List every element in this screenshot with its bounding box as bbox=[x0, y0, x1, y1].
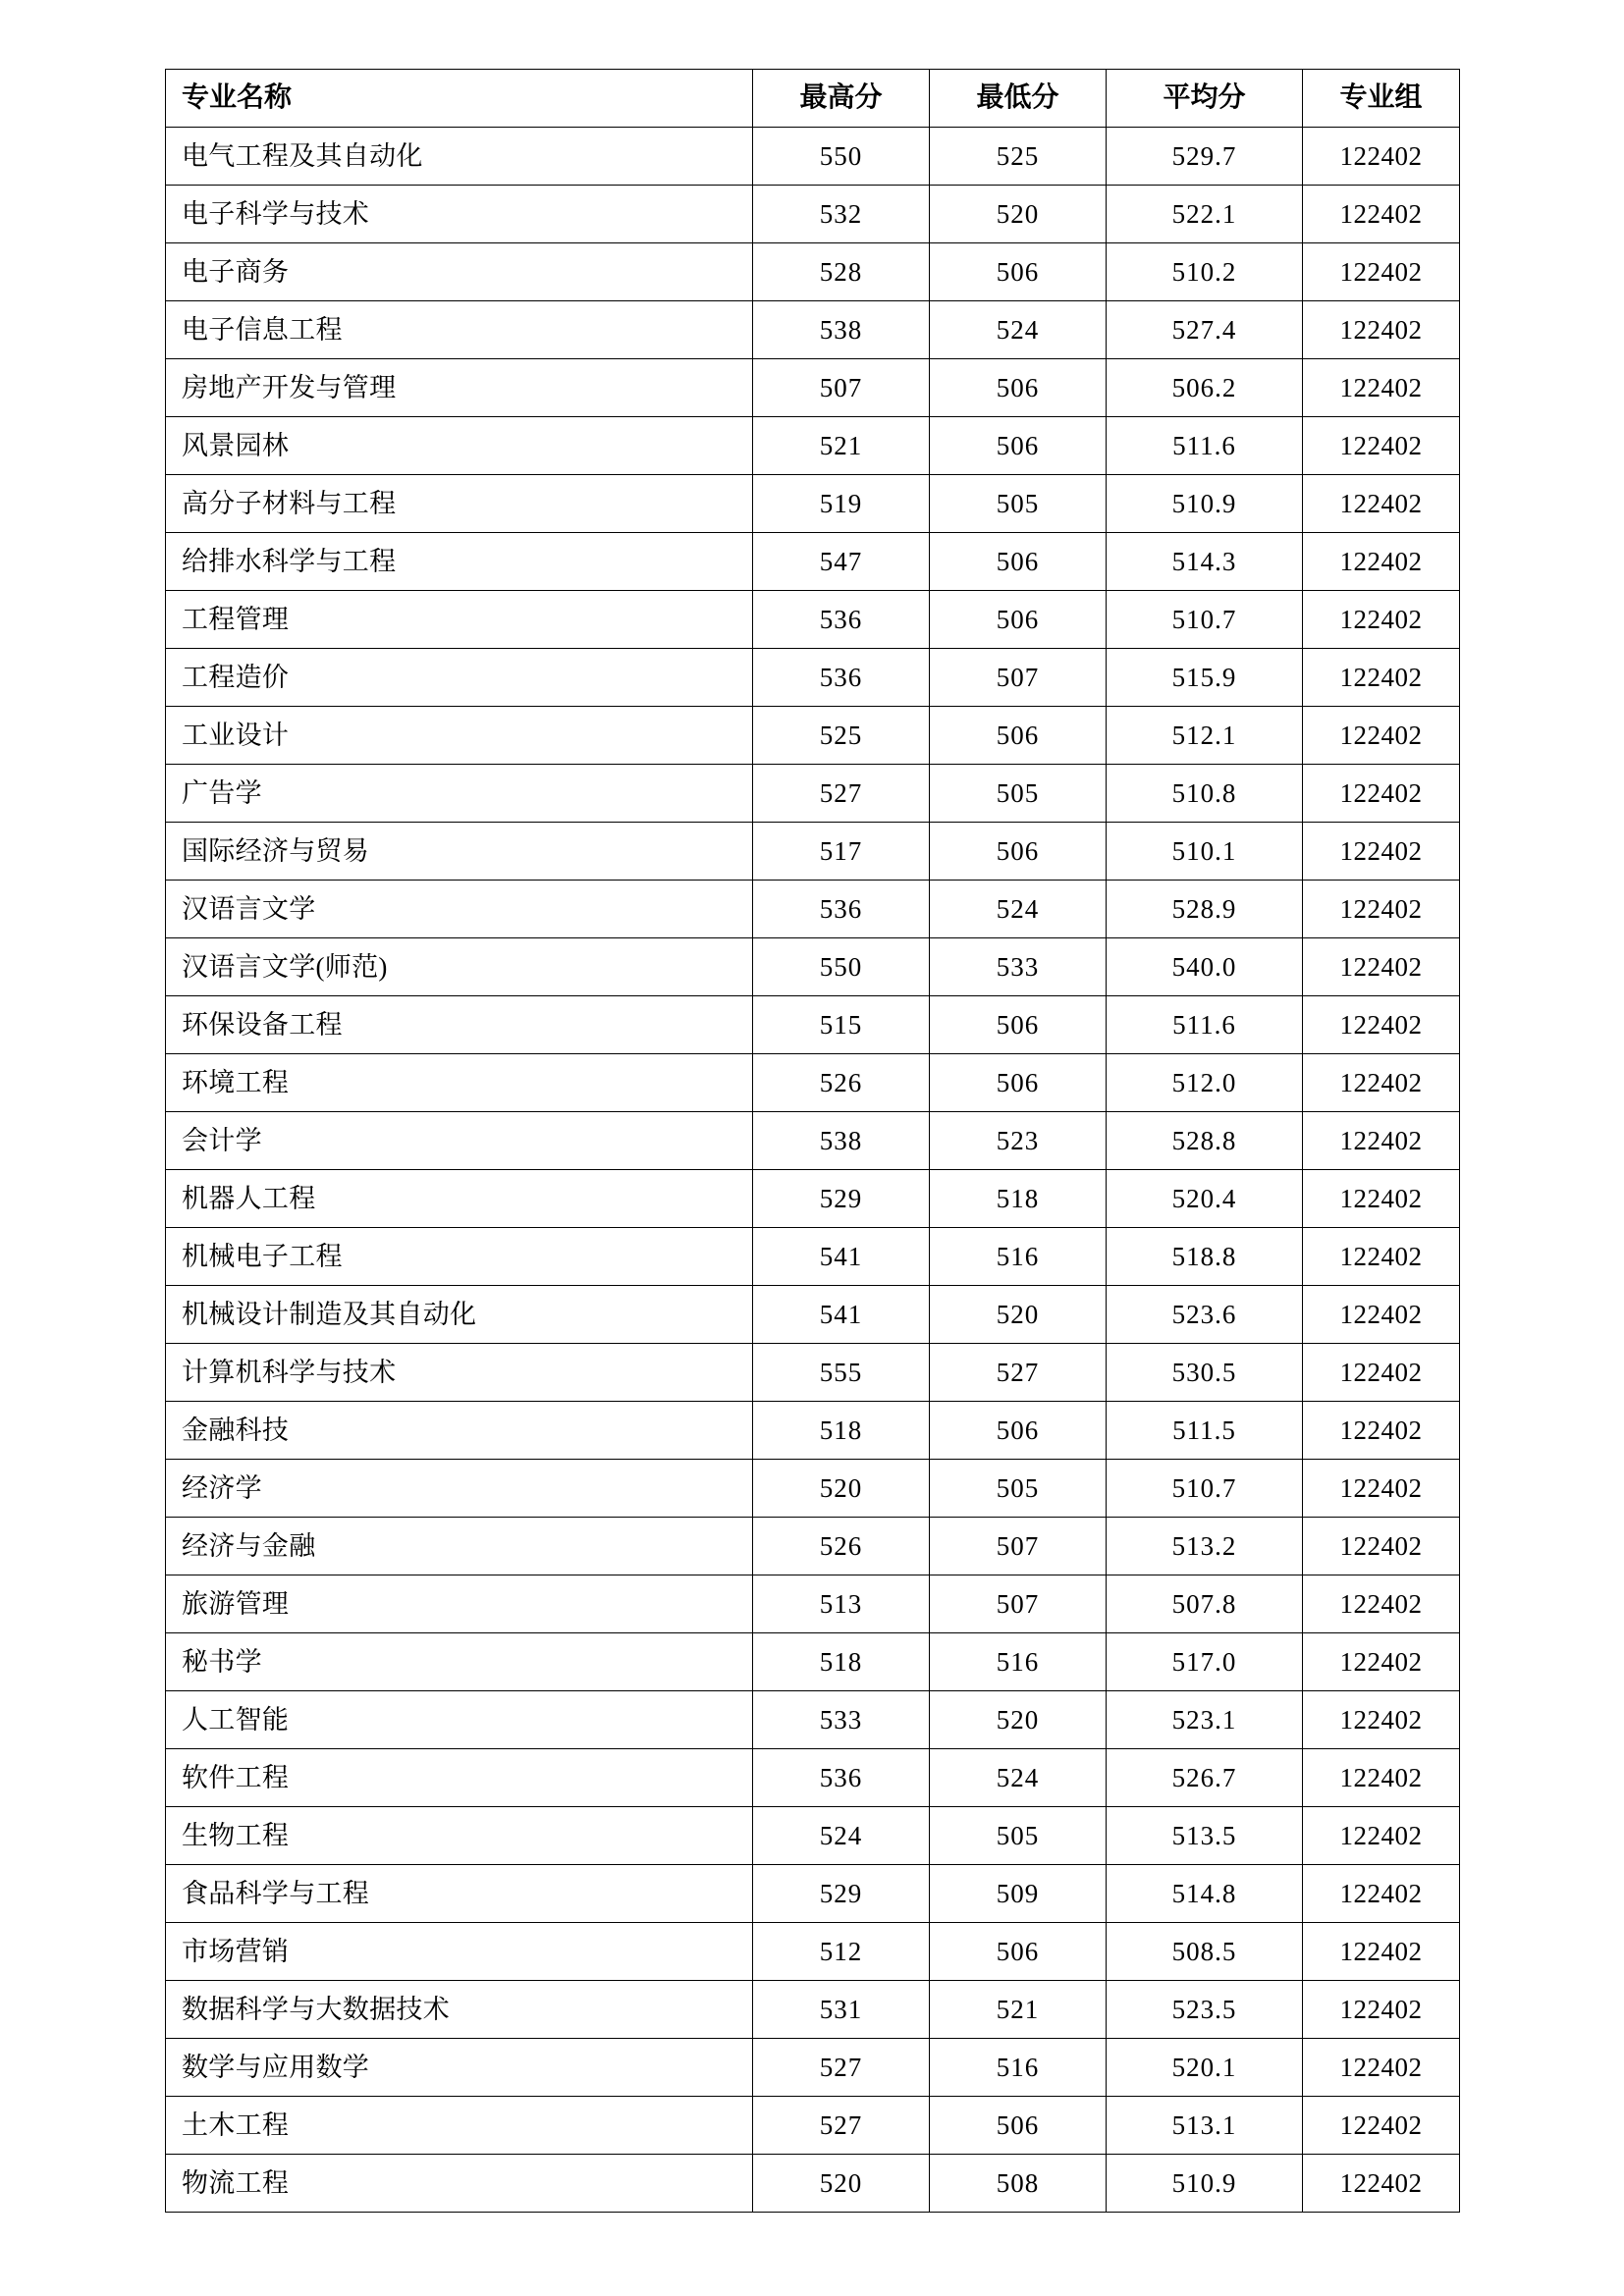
cell-avg-score: 510.8 bbox=[1107, 765, 1303, 823]
cell-max-score: 528 bbox=[753, 243, 930, 301]
cell-min-score: 520 bbox=[930, 1691, 1107, 1749]
cell-avg-score: 515.9 bbox=[1107, 649, 1303, 707]
cell-major: 机械电子工程 bbox=[166, 1228, 753, 1286]
cell-major: 汉语言文学 bbox=[166, 881, 753, 938]
table-row bbox=[166, 186, 1460, 243]
cell-major-group: 122402 bbox=[1303, 1112, 1460, 1170]
cell-major-group: 122402 bbox=[1303, 1054, 1460, 1112]
cell-min-score: 520 bbox=[930, 186, 1107, 243]
cell-major: 汉语言文学(师范) bbox=[166, 938, 753, 996]
cell-avg-score: 510.9 bbox=[1107, 475, 1303, 533]
cell-min-score: 523 bbox=[930, 1112, 1107, 1170]
cell-major-group: 122402 bbox=[1303, 1749, 1460, 1807]
table-row bbox=[166, 1170, 1460, 1228]
table-row bbox=[166, 301, 1460, 359]
cell-major: 计算机科学与技术 bbox=[166, 1344, 753, 1402]
cell-avg-score: 523.6 bbox=[1107, 1286, 1303, 1344]
cell-avg-score: 523.1 bbox=[1107, 1691, 1303, 1749]
cell-max-score: 513 bbox=[753, 1575, 930, 1633]
cell-major: 食品科学与工程 bbox=[166, 1865, 753, 1923]
cell-avg-score: 522.1 bbox=[1107, 186, 1303, 243]
table-row bbox=[166, 359, 1460, 417]
cell-min-score: 506 bbox=[930, 417, 1107, 475]
cell-min-score: 506 bbox=[930, 707, 1107, 765]
table-row bbox=[166, 417, 1460, 475]
cell-max-score: 541 bbox=[753, 1228, 930, 1286]
admission-score-table bbox=[165, 69, 1460, 2213]
cell-major: 土木工程 bbox=[166, 2097, 753, 2155]
cell-avg-score: 523.5 bbox=[1107, 1981, 1303, 2039]
cell-avg-score: 511.6 bbox=[1107, 417, 1303, 475]
cell-major: 经济与金融 bbox=[166, 1518, 753, 1575]
cell-major-group: 122402 bbox=[1303, 128, 1460, 186]
cell-max-score: 512 bbox=[753, 1923, 930, 1981]
cell-major-group: 122402 bbox=[1303, 649, 1460, 707]
cell-major: 给排水科学与工程 bbox=[166, 533, 753, 591]
cell-major-group: 122402 bbox=[1303, 996, 1460, 1054]
cell-min-score: 506 bbox=[930, 591, 1107, 649]
cell-max-score: 532 bbox=[753, 186, 930, 243]
cell-major: 市场营销 bbox=[166, 1923, 753, 1981]
cell-max-score: 518 bbox=[753, 1402, 930, 1460]
table-row bbox=[166, 1691, 1460, 1749]
cell-avg-score: 520.4 bbox=[1107, 1170, 1303, 1228]
cell-major-group: 122402 bbox=[1303, 881, 1460, 938]
cell-min-score: 509 bbox=[930, 1865, 1107, 1923]
cell-major: 国际经济与贸易 bbox=[166, 823, 753, 881]
cell-min-score: 524 bbox=[930, 881, 1107, 938]
table-row bbox=[166, 765, 1460, 823]
table-row bbox=[166, 128, 1460, 186]
cell-avg-score: 510.1 bbox=[1107, 823, 1303, 881]
cell-min-score: 506 bbox=[930, 823, 1107, 881]
cell-avg-score: 510.7 bbox=[1107, 1460, 1303, 1518]
cell-max-score: 529 bbox=[753, 1865, 930, 1923]
cell-major-group: 122402 bbox=[1303, 1518, 1460, 1575]
cell-min-score: 506 bbox=[930, 243, 1107, 301]
cell-major-group: 122402 bbox=[1303, 2039, 1460, 2097]
cell-major: 环境工程 bbox=[166, 1054, 753, 1112]
cell-min-score: 516 bbox=[930, 2039, 1107, 2097]
cell-avg-score: 512.1 bbox=[1107, 707, 1303, 765]
cell-min-score: 506 bbox=[930, 996, 1107, 1054]
table-header-row bbox=[166, 70, 1460, 128]
table-body bbox=[166, 128, 1460, 2213]
cell-major-group: 122402 bbox=[1303, 1807, 1460, 1865]
cell-avg-score: 510.7 bbox=[1107, 591, 1303, 649]
cell-major-group: 122402 bbox=[1303, 359, 1460, 417]
cell-max-score: 517 bbox=[753, 823, 930, 881]
cell-avg-score: 508.5 bbox=[1107, 1923, 1303, 1981]
cell-major: 电子信息工程 bbox=[166, 301, 753, 359]
table-row bbox=[166, 1749, 1460, 1807]
cell-min-score: 506 bbox=[930, 359, 1107, 417]
cell-avg-score: 511.6 bbox=[1107, 996, 1303, 1054]
table-row bbox=[166, 649, 1460, 707]
table-header bbox=[166, 70, 1460, 128]
cell-min-score: 520 bbox=[930, 1286, 1107, 1344]
table-row bbox=[166, 938, 1460, 996]
column-header-major: 专业名称 bbox=[166, 70, 753, 128]
cell-major-group: 122402 bbox=[1303, 823, 1460, 881]
cell-avg-score: 526.7 bbox=[1107, 1749, 1303, 1807]
cell-major-group: 122402 bbox=[1303, 417, 1460, 475]
cell-major-group: 122402 bbox=[1303, 475, 1460, 533]
cell-major: 金融科技 bbox=[166, 1402, 753, 1460]
cell-major-group: 122402 bbox=[1303, 301, 1460, 359]
cell-major-group: 122402 bbox=[1303, 1575, 1460, 1633]
cell-min-score: 524 bbox=[930, 301, 1107, 359]
cell-min-score: 505 bbox=[930, 1460, 1107, 1518]
cell-max-score: 520 bbox=[753, 2155, 930, 2213]
cell-major: 人工智能 bbox=[166, 1691, 753, 1749]
cell-major-group: 122402 bbox=[1303, 2097, 1460, 2155]
table-row bbox=[166, 1807, 1460, 1865]
cell-major: 电子科学与技术 bbox=[166, 186, 753, 243]
column-header-min-score: 最低分 bbox=[930, 70, 1107, 128]
cell-major: 经济学 bbox=[166, 1460, 753, 1518]
cell-major-group: 122402 bbox=[1303, 1344, 1460, 1402]
cell-avg-score: 527.4 bbox=[1107, 301, 1303, 359]
cell-min-score: 524 bbox=[930, 1749, 1107, 1807]
cell-major-group: 122402 bbox=[1303, 186, 1460, 243]
cell-major: 风景园林 bbox=[166, 417, 753, 475]
cell-major: 物流工程 bbox=[166, 2155, 753, 2213]
cell-avg-score: 512.0 bbox=[1107, 1054, 1303, 1112]
column-header-max-score: 最高分 bbox=[753, 70, 930, 128]
cell-major: 生物工程 bbox=[166, 1807, 753, 1865]
cell-avg-score: 540.0 bbox=[1107, 938, 1303, 996]
cell-major-group: 122402 bbox=[1303, 765, 1460, 823]
cell-max-score: 527 bbox=[753, 765, 930, 823]
table-row bbox=[166, 243, 1460, 301]
cell-min-score: 507 bbox=[930, 649, 1107, 707]
cell-max-score: 547 bbox=[753, 533, 930, 591]
table-row bbox=[166, 1981, 1460, 2039]
cell-major: 软件工程 bbox=[166, 1749, 753, 1807]
table-row bbox=[166, 1518, 1460, 1575]
cell-max-score: 529 bbox=[753, 1170, 930, 1228]
cell-min-score: 507 bbox=[930, 1518, 1107, 1575]
cell-max-score: 521 bbox=[753, 417, 930, 475]
cell-major: 秘书学 bbox=[166, 1633, 753, 1691]
cell-min-score: 516 bbox=[930, 1633, 1107, 1691]
cell-major-group: 122402 bbox=[1303, 2155, 1460, 2213]
cell-major: 环保设备工程 bbox=[166, 996, 753, 1054]
cell-min-score: 505 bbox=[930, 1807, 1107, 1865]
table-row bbox=[166, 1575, 1460, 1633]
cell-min-score: 508 bbox=[930, 2155, 1107, 2213]
cell-major: 房地产开发与管理 bbox=[166, 359, 753, 417]
cell-avg-score: 517.0 bbox=[1107, 1633, 1303, 1691]
cell-max-score: 538 bbox=[753, 301, 930, 359]
table-row bbox=[166, 591, 1460, 649]
cell-major-group: 122402 bbox=[1303, 1691, 1460, 1749]
cell-max-score: 527 bbox=[753, 2097, 930, 2155]
cell-max-score: 550 bbox=[753, 938, 930, 996]
cell-min-score: 518 bbox=[930, 1170, 1107, 1228]
cell-max-score: 526 bbox=[753, 1518, 930, 1575]
cell-avg-score: 507.8 bbox=[1107, 1575, 1303, 1633]
cell-max-score: 555 bbox=[753, 1344, 930, 1402]
cell-major-group: 122402 bbox=[1303, 1633, 1460, 1691]
cell-max-score: 525 bbox=[753, 707, 930, 765]
cell-major: 工程管理 bbox=[166, 591, 753, 649]
table-row bbox=[166, 1633, 1460, 1691]
column-header-major-group: 专业组 bbox=[1303, 70, 1460, 128]
cell-min-score: 521 bbox=[930, 1981, 1107, 2039]
table-row bbox=[166, 1054, 1460, 1112]
column-header-avg-score: 平均分 bbox=[1107, 70, 1303, 128]
cell-major: 电气工程及其自动化 bbox=[166, 128, 753, 186]
table-row bbox=[166, 1923, 1460, 1981]
table-row bbox=[166, 2097, 1460, 2155]
cell-max-score: 520 bbox=[753, 1460, 930, 1518]
cell-min-score: 505 bbox=[930, 765, 1107, 823]
cell-max-score: 550 bbox=[753, 128, 930, 186]
table-row bbox=[166, 996, 1460, 1054]
cell-avg-score: 513.2 bbox=[1107, 1518, 1303, 1575]
cell-major: 机械设计制造及其自动化 bbox=[166, 1286, 753, 1344]
table-row bbox=[166, 1344, 1460, 1402]
cell-major-group: 122402 bbox=[1303, 707, 1460, 765]
cell-max-score: 538 bbox=[753, 1112, 930, 1170]
cell-min-score: 533 bbox=[930, 938, 1107, 996]
cell-avg-score: 511.5 bbox=[1107, 1402, 1303, 1460]
cell-avg-score: 510.9 bbox=[1107, 2155, 1303, 2213]
cell-max-score: 518 bbox=[753, 1633, 930, 1691]
cell-max-score: 536 bbox=[753, 649, 930, 707]
cell-min-score: 506 bbox=[930, 1402, 1107, 1460]
table-row bbox=[166, 707, 1460, 765]
cell-major-group: 122402 bbox=[1303, 1981, 1460, 2039]
cell-major-group: 122402 bbox=[1303, 1402, 1460, 1460]
cell-major: 电子商务 bbox=[166, 243, 753, 301]
cell-major: 会计学 bbox=[166, 1112, 753, 1170]
cell-major-group: 122402 bbox=[1303, 1286, 1460, 1344]
cell-max-score: 533 bbox=[753, 1691, 930, 1749]
cell-min-score: 516 bbox=[930, 1228, 1107, 1286]
cell-avg-score: 506.2 bbox=[1107, 359, 1303, 417]
cell-avg-score: 514.3 bbox=[1107, 533, 1303, 591]
cell-min-score: 506 bbox=[930, 533, 1107, 591]
cell-avg-score: 530.5 bbox=[1107, 1344, 1303, 1402]
cell-max-score: 526 bbox=[753, 1054, 930, 1112]
cell-avg-score: 514.8 bbox=[1107, 1865, 1303, 1923]
cell-major-group: 122402 bbox=[1303, 243, 1460, 301]
cell-major: 旅游管理 bbox=[166, 1575, 753, 1633]
cell-major: 工程造价 bbox=[166, 649, 753, 707]
table-row bbox=[166, 2039, 1460, 2097]
cell-major-group: 122402 bbox=[1303, 1460, 1460, 1518]
cell-major-group: 122402 bbox=[1303, 591, 1460, 649]
cell-min-score: 507 bbox=[930, 1575, 1107, 1633]
cell-max-score: 524 bbox=[753, 1807, 930, 1865]
cell-major-group: 122402 bbox=[1303, 1923, 1460, 1981]
cell-avg-score: 510.2 bbox=[1107, 243, 1303, 301]
cell-min-score: 527 bbox=[930, 1344, 1107, 1402]
cell-max-score: 519 bbox=[753, 475, 930, 533]
table-row bbox=[166, 475, 1460, 533]
cell-min-score: 506 bbox=[930, 1923, 1107, 1981]
cell-major: 机器人工程 bbox=[166, 1170, 753, 1228]
table-row bbox=[166, 1228, 1460, 1286]
cell-major-group: 122402 bbox=[1303, 938, 1460, 996]
cell-major: 数学与应用数学 bbox=[166, 2039, 753, 2097]
table-row bbox=[166, 823, 1460, 881]
table-row bbox=[166, 1286, 1460, 1344]
cell-major: 数据科学与大数据技术 bbox=[166, 1981, 753, 2039]
cell-avg-score: 518.8 bbox=[1107, 1228, 1303, 1286]
cell-major-group: 122402 bbox=[1303, 533, 1460, 591]
cell-max-score: 527 bbox=[753, 2039, 930, 2097]
cell-max-score: 536 bbox=[753, 881, 930, 938]
table-row bbox=[166, 1402, 1460, 1460]
cell-max-score: 541 bbox=[753, 1286, 930, 1344]
cell-max-score: 536 bbox=[753, 591, 930, 649]
cell-min-score: 525 bbox=[930, 128, 1107, 186]
cell-max-score: 536 bbox=[753, 1749, 930, 1807]
cell-min-score: 505 bbox=[930, 475, 1107, 533]
cell-avg-score: 513.5 bbox=[1107, 1807, 1303, 1865]
cell-major-group: 122402 bbox=[1303, 1865, 1460, 1923]
cell-major: 高分子材料与工程 bbox=[166, 475, 753, 533]
cell-major-group: 122402 bbox=[1303, 1228, 1460, 1286]
cell-avg-score: 528.8 bbox=[1107, 1112, 1303, 1170]
table-row bbox=[166, 533, 1460, 591]
table-row bbox=[166, 2155, 1460, 2213]
cell-avg-score: 520.1 bbox=[1107, 2039, 1303, 2097]
cell-major: 广告学 bbox=[166, 765, 753, 823]
table-row bbox=[166, 881, 1460, 938]
cell-min-score: 506 bbox=[930, 1054, 1107, 1112]
cell-min-score: 506 bbox=[930, 2097, 1107, 2155]
table-row bbox=[166, 1460, 1460, 1518]
cell-max-score: 515 bbox=[753, 996, 930, 1054]
table-row bbox=[166, 1865, 1460, 1923]
cell-avg-score: 513.1 bbox=[1107, 2097, 1303, 2155]
cell-major: 工业设计 bbox=[166, 707, 753, 765]
table-row bbox=[166, 1112, 1460, 1170]
cell-major-group: 122402 bbox=[1303, 1170, 1460, 1228]
cell-avg-score: 528.9 bbox=[1107, 881, 1303, 938]
cell-max-score: 531 bbox=[753, 1981, 930, 2039]
cell-max-score: 507 bbox=[753, 359, 930, 417]
cell-avg-score: 529.7 bbox=[1107, 128, 1303, 186]
